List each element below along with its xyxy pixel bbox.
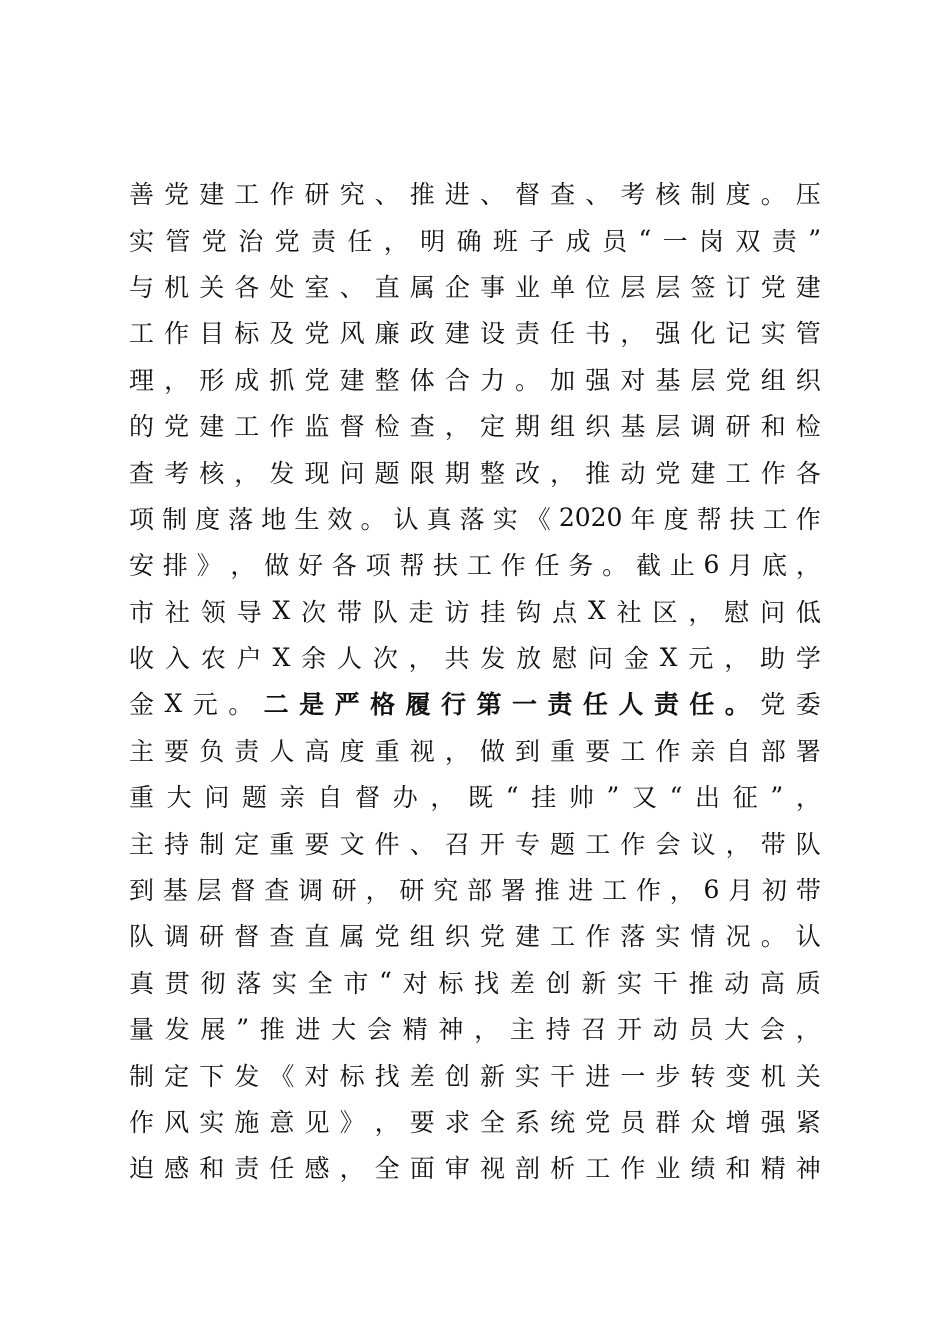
text-line: 主 要 负 责 人 高 度 重 视 ， 做 到 重 要 工 作 亲 自 部 署: [129, 736, 821, 766]
text-line: 工 作 目 标 及 党 风 廉 政 建 设 责 任 书 ， 强 化 记 实 管: [129, 319, 821, 349]
text-line: 作 风 实 施 意 见 》 ， 要 求 全 系 统 党 员 群 众 增 强 紧: [129, 1108, 821, 1137]
text-line: 真 贯 彻 落 实 全 市 “ 对 标 找 差 创 新 实 干 推 动 高 质: [129, 967, 821, 998]
text-line: 善 党 建 工 作 研 究 、 推 进 、 督 查 、 考 核 制 度 。 压: [129, 180, 821, 210]
text-line: 迫 感 和 责 任 感 ， 全 面 审 视 剖 析 工 作 业 绩 和 精 神: [129, 1154, 821, 1184]
text-line: 的 党 建 工 作 监 督 检 查 ， 定 期 组 织 基 层 调 研 和 检: [129, 412, 821, 442]
text-line: 理 ， 形 成 抓 党 建 整 体 合 力 。 加 强 对 基 层 党 组 织: [129, 365, 821, 395]
text-line: 重 大 问 题 亲 自 督 办 ， 既 “ 挂 帅 ” 又 “ 出 征 ” ，: [129, 781, 821, 813]
text-line: 安 排 》 ， 做 好 各 项 帮 扶 工 作 任 务 。 截 止 6 月 底 ，: [129, 549, 821, 581]
text-line: 量 发 展 ” 推 进 大 会 精 神 ， 主 持 召 开 动 员 大 会 ，: [129, 1013, 821, 1045]
text-line: 查 考 核 ， 发 现 问 题 限 期 整 改 ， 推 动 党 建 工 作 各: [129, 458, 821, 488]
text-line: 队 调 研 督 查 直 属 党 组 织 党 建 工 作 落 实 情 况 。 认: [129, 922, 821, 952]
text-line: 收 入 农 户 X 余 人 次 ， 共 发 放 慰 问 金 X 元 ， 助 学: [129, 642, 821, 674]
text-line: 主 持 制 定 重 要 文 件 、 召 开 专 题 工 作 会 议 ， 带 队: [129, 829, 821, 859]
text-line: 实 管 党 治 党 责 任 ， 明 确 班 子 成 员 “ 一 岗 双 责 ”: [129, 225, 821, 256]
text-line: 与 机 关 各 处 室 、 直 属 企 事 业 单 位 层 层 签 订 党 建: [129, 272, 821, 302]
body-text: [129, 170, 821, 1191]
text-line: 制 定 下 发 《 对 标 找 差 创 新 实 干 进 一 步 转 变 机 关: [129, 1061, 821, 1091]
text-line: 项 制 度 落 地 生 效 。 认 真 落 实 《 2020 年 度 帮 扶 工 作: [129, 503, 821, 534]
text-line: 市 社 领 导 X 次 带 队 走 访 挂 钩 点 X 社 区 ， 慰 问 低: [129, 596, 821, 627]
text-line: 金 X 元 。 二 是 严 格 履 行 第 一 责 任 人 责 任 。 党 委: [129, 688, 821, 720]
text-line: 到 基 层 督 查 调 研 ， 研 究 部 署 推 进 工 作 ， 6 月 初 带: [129, 874, 821, 906]
